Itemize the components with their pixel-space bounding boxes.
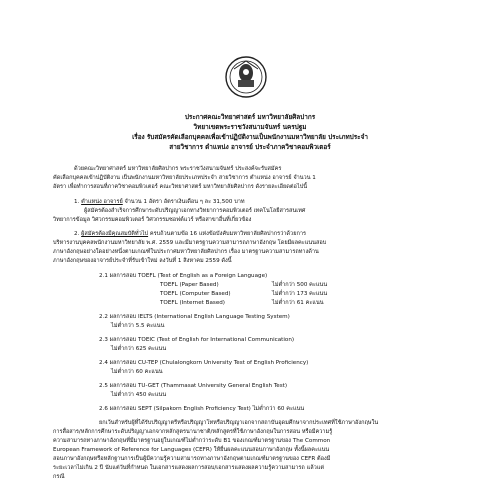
closing-line-1: ยกเว้นสำหรับผู้ที่ได้รับปริญญาตรีหรือปริญญาโทหรือปริญญาเอกจากสถาบันอุดมศึกษาจากประเทศที่ใช้ภาษาอังกฤษใน	[99, 420, 379, 426]
test-toefl: 2.1 ผลการสอบ TOEFL (Test of English as a Foreign Language)	[99, 273, 268, 279]
test-cutep: 2.4 ผลการสอบ CU-TEP (Chulalongkorn University Test of English Proficiency)	[99, 360, 309, 366]
closing-line-3: ความสามารถทางภาษาอังกฤษที่มีมาตรฐานอยู่ในเกณฑ์ไม่ต่ำกว่าระดับ B1 ของเกณฑ์มาตรฐานของ The Common	[53, 438, 331, 444]
test-ielts: 2.2 ผลการสอบ IELTS (International English Language Testing System)	[99, 314, 290, 320]
header-line-3: เรื่อง รับสมัครคัดเลือกบุคคลเพื่อเข้าปฏิบัติงานเป็นพนักงานมหาวิทยาลัย ประเภทประจำ	[132, 133, 368, 141]
section-2-line-2: บริหารงานบุคคลพนักงานมหาวิทยาลัย พ.ศ. 2559 และมีมาตรฐานความสามารถภาษาอังกฤษ โดยมีผลคะแนนสอบ	[53, 240, 327, 246]
section-1-number: 1.	[74, 199, 80, 205]
section-1-salary: จำนวน 1 อัตรา อัตราเงินเดือน ๆ ละ 31,500 บาท	[124, 199, 245, 205]
test-toefl-paper-req: ไม่ต่ำกว่า 500 คะแนน	[272, 282, 328, 288]
closing-line-7: กรณี	[53, 474, 65, 480]
test-tuget: 2.5 ผลการสอบ TU-GET (Thammasat University General English Test)	[99, 383, 288, 389]
test-tuget-req: ไม่ต่ำกว่า 450 คะแนน	[111, 392, 167, 398]
intro-line-1: ด้วยคณะวิทยาศาสตร์ มหาวิทยาลัยศิลปากร พระราชวังสนามจันทร์ ประสงค์จะรับสมัคร	[74, 166, 282, 172]
section-1-position: ตำแหน่ง อาจารย์	[81, 199, 123, 205]
section-2-lead-text: ครบถ้วนตามข้อ 16 แห่งข้อบังคับมหาวิทยาลัยศิลปากรว่าด้วยการ	[149, 231, 307, 237]
closing-line-6: ระยะเวลาไม่เกิน 2 ปี นับแต่วันที่กำหนด ในเอกสารแสดงผลการสอบ/เอกสารแสดงผลความรู้ความสามารถ แล้วแต่	[53, 465, 324, 471]
closing-line-2: การสื่อสาร/หลักการศึกษาระดับปริญญาเอกจากหลักสูตรนานาชาติ/หลักสูตรที่ใช้ภาษาอังกฤษในการสอน หรือมีความรู้	[53, 429, 333, 435]
section-2-line-4: ภาษาอังกฤษของอาจารย์ประจำที่รับเข้าใหม่ ลงวันที่ 1 สิงหาคม 2559 ดังนี้	[53, 258, 232, 264]
test-toefl-internet: TOEFL (Internet Based)	[160, 300, 225, 306]
section-1-line-2: ผู้สมัครต้องสำเร็จการศึกษาระดับปริญญาเอกทางวิทยาการคอมพิวเตอร์ เทคโนโลยีสารสนเทศ	[84, 208, 306, 214]
closing-line-5: สอบภาษาอังกฤษหรือหลักฐานการเป็นผู้มีความรู้ความสามารถทางภาษาอังกฤษตามเกณฑ์มาตรฐานของ CEFR ต้องมี	[53, 456, 331, 462]
header-line-2: วิทยาเขตพระราชวังสนามจันทร์ นครปฐม	[193, 123, 307, 131]
section-1-line-3: วิทยาการข้อมูล วิศวกรรมคอมพิวเตอร์ วิศวกรรมซอฟต์แวร์ หรือสาขาอื่นที่เกี่ยวข้อง	[53, 217, 252, 223]
intro-line-2: คัดเลือกบุคคลเข้าปฏิบัติงาน เป็นพนักงานมหาวิทยาลัยประเภทประจำ สายวิชาการ ตำแหน่ง อาจารย์ จำนวน 1	[53, 175, 316, 181]
section-1-line-1	[74, 199, 245, 206]
closing-line-4: European Framework of Reference for Languages (CEFR) ให้ยื่นผลคะแนนสอบภาษาอังกฤษ ทั้งนี้ผลคะแนน	[53, 447, 330, 453]
section-2-line-3: ภาษาอังกฤษอย่างใดอย่างหนึ่งตามเกณฑ์ในประกาศมหาวิทยาลัยศิลปากร เรื่อง มาตรฐานความสามารถทางด้าน	[53, 249, 319, 255]
section-2-line-1	[74, 231, 306, 238]
test-toefl-computer: TOEFL (Computer Based)	[160, 291, 231, 297]
header-line-1: ประกาศคณะวิทยาศาสตร์ มหาวิทยาลัยศิลปากร	[184, 113, 316, 121]
test-toefl-computer-req: ไม่ต่ำกว่า 173 คะแนน	[272, 291, 328, 297]
header-line-4: สายวิชาการ ตำแหน่ง อาจารย์ ประจำภาควิชาคอมพิวเตอร์	[169, 143, 331, 151]
test-toefl-internet-req: ไม่ต่ำกว่า 61 คะแนน	[272, 300, 324, 306]
test-toeic-req: ไม่ต่ำกว่า 625 คะแนน	[111, 346, 167, 352]
section-2-heading: ผู้สมัครต้องมีคุณสมบัติทั่วไป	[81, 231, 149, 237]
section-2-number: 2.	[74, 231, 80, 237]
test-toefl-paper: TOEFL (Paper Based)	[160, 282, 219, 288]
test-sept: 2.6 ผลการสอบ SEPT (Silpakorn English Proficiency Test) ไม่ต่ำกว่า 60 คะแนน	[99, 406, 305, 412]
test-toeic: 2.3 ผลการสอบ TOEIC (Test of English for International Communication)	[99, 337, 295, 343]
test-ielts-req: ไม่ต่ำกว่า 5.5 คะแนน	[111, 323, 165, 329]
university-seal-icon	[224, 55, 268, 99]
intro-line-3: อัตรา เพื่อทำการสอนที่ภาควิชาคอมพิวเตอร์ คณะวิทยาศาสตร์ มหาวิทยาลัยศิลปากร ดังรายละเอียดต่อไปนี้	[53, 184, 308, 190]
test-cutep-req: ไม่ต่ำกว่า 60 คะแนน	[111, 369, 163, 375]
